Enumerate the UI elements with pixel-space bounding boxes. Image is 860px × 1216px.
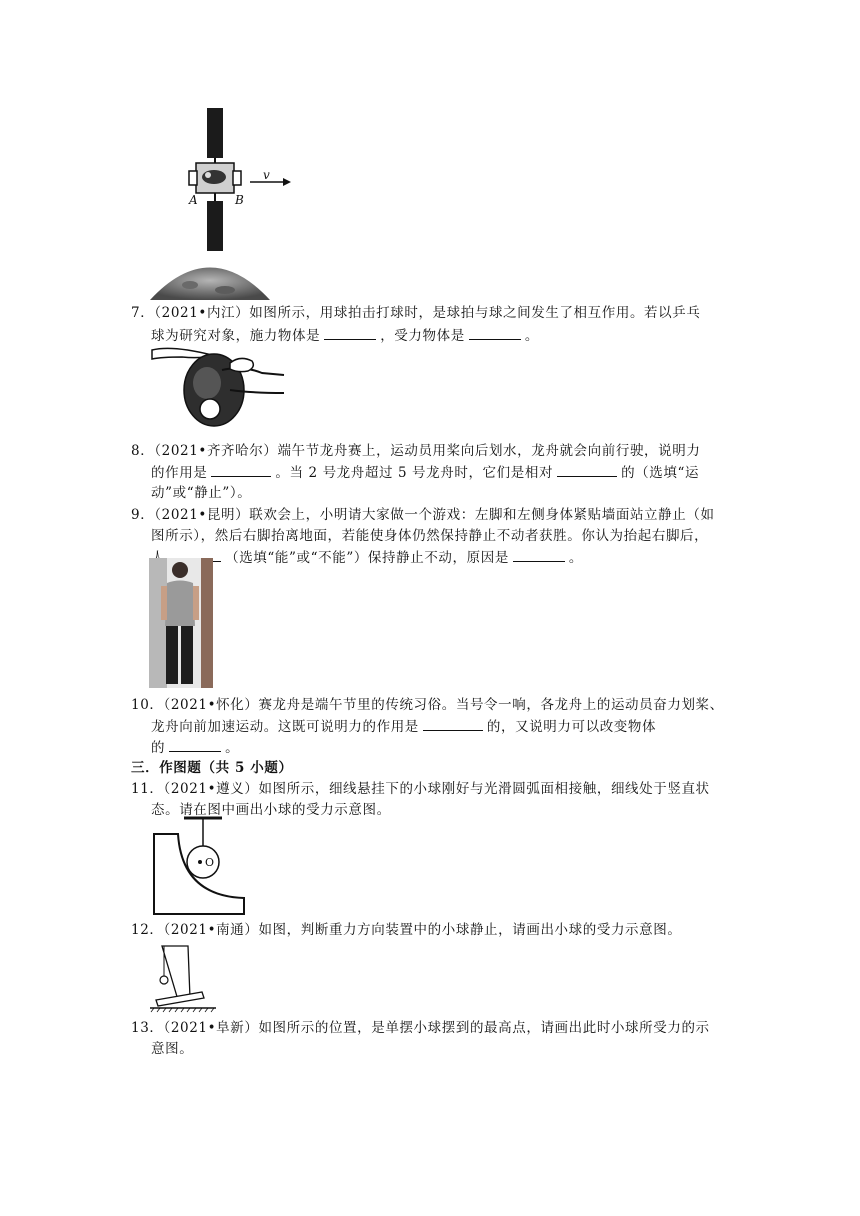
arc-surface-figure — [152, 816, 248, 916]
q8-text-a: 的作用是 — [151, 465, 208, 481]
q10-text-a2: 的 — [151, 740, 166, 756]
q9-text-b: （选填“能”或“不能”）保持静止不动，原因是 — [225, 550, 509, 566]
q8-line3: 动”或“静止”）。 — [151, 485, 252, 501]
q10-line1: 10．（2021•怀化）赛龙舟是端午节里的传统习俗。当号令一响，各龙舟上的运动员奋力划桨、 — [131, 697, 724, 713]
section-title: 三．作图题（共 5 小题） — [131, 760, 293, 776]
q12-line1: 12．（2021•南通）如图，判断重力方向装置中的小球静止，请画出小球的受力示意图。 — [131, 922, 682, 938]
label-b: B — [235, 193, 244, 207]
q7-blank-2[interactable] — [469, 327, 521, 340]
q10-line3 — [151, 739, 239, 756]
gravity-device-figure — [150, 942, 220, 1012]
q8-line1: 8．（2021•齐齐哈尔）端午节龙舟赛上，运动员用桨向后划水，龙舟就会向前行驶，说明力 — [131, 443, 701, 459]
q7-line1: 7．（2021•内江）如图所示，用球拍击打球时，是球拍与球之间发生了相互作用。若以乒乓 — [131, 305, 701, 321]
q9-line2: 图所示），然后右脚抬离地面，若能使身体仍然保持静止不动者获胜。你认为抬起右脚后， — [151, 528, 709, 544]
label-a: A — [189, 193, 198, 207]
q11-figure-label: O — [205, 856, 215, 869]
q10-line2 — [151, 718, 656, 735]
q13-line1: 13．（2021•阜新）如图所示的位置，是单摆小球摆到的最高点，请画出此时小球所受力的示 — [131, 1020, 710, 1036]
q8-blank-2[interactable] — [557, 464, 617, 477]
q8-text-b: 。当 2 号龙舟超过 5 号龙舟时，它们是相对 — [275, 465, 554, 481]
q10-text-b: 的，又说明力可以改变物体 — [486, 719, 657, 735]
person-photo — [149, 558, 213, 688]
q11-line2: 态。请在图中画出小球的受力示意图。 — [151, 802, 391, 818]
q7-line2 — [151, 327, 539, 344]
q7-text-c: 。 — [524, 328, 539, 344]
q9-text-c: 。 — [568, 550, 584, 566]
velocity-label: v — [263, 168, 270, 182]
satellite-figure — [150, 105, 300, 300]
q9-line1: 9．（2021•昆明）联欢会上，小明请大家做一个游戏：左脚和左侧身体紧贴墙面站立静止（如 — [131, 507, 715, 523]
q7-blank-1[interactable] — [324, 327, 376, 340]
q10-text-a: 龙舟向前加速运动。这既可说明力的作用是 — [151, 719, 419, 735]
q7-text-b: ，受力物体是 — [380, 328, 465, 344]
q8-blank-1[interactable] — [211, 464, 271, 477]
q11-line1: 11．（2021•遵义）如图所示，细线悬挂下的小球刚好与光滑圆弧面相接触，细线处于竖直状 — [131, 781, 710, 797]
q13-line2: 意图。 — [151, 1041, 194, 1057]
q10-blank-2[interactable] — [169, 739, 221, 752]
q9-blank-2[interactable] — [513, 549, 565, 562]
q8-line2 — [151, 464, 699, 481]
q9-line3 — [151, 549, 583, 566]
q10-text-b2: 。 — [225, 740, 240, 756]
q10-blank-1[interactable] — [423, 718, 483, 731]
q7-text-a: 球为研究对象，施力物体是 — [151, 328, 321, 344]
q8-text-c: 的（选填“运 — [621, 465, 700, 481]
paddle-figure — [152, 345, 287, 430]
